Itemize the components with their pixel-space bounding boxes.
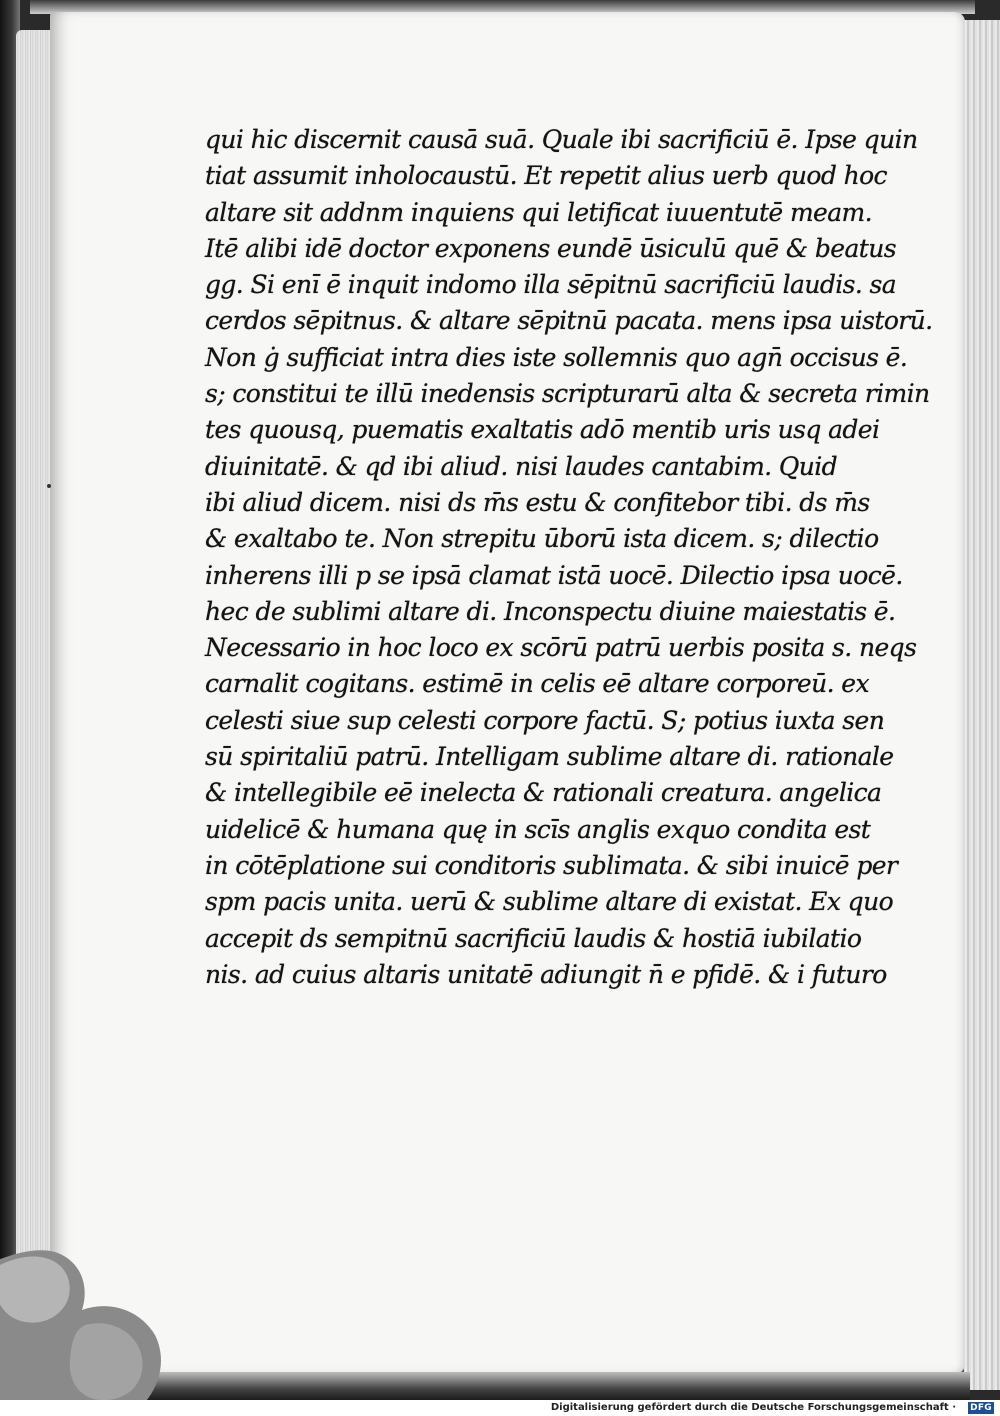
manuscript-line: hec de sublimi altare di. Inconspectu diuine maiestatis ē. — [205, 596, 896, 626]
manuscript-line: accepit ds sempitnū sacrificiū laudis & hostiā iubilatio — [205, 923, 862, 953]
manuscript-line: & exaltabo te. Non strepitu ūborū ista dicem. s; dilectio — [205, 524, 879, 554]
manuscript-line: tes quousq, puematis exaltatis adō mentib uris usq adei — [205, 415, 880, 445]
margin-mark — [47, 484, 51, 488]
manuscript-line: nis. ad cuius altaris unitatē adiungit n̄ e pfidē. & i futuro — [205, 959, 887, 989]
manuscript-line: spm pacis unita. uerū & sublime altare di existat. Ex quo — [205, 887, 894, 917]
manuscript-line: inherens illi p se ipsā clamat istā uocē. Dilectio ipsa uocē. — [205, 560, 903, 590]
manuscript-line: Itē alibi idē doctor exponens eundē ūsiculū quē & beatus — [205, 233, 896, 263]
thumb-image — [0, 1240, 170, 1400]
right-page-edges — [962, 20, 1000, 1390]
manuscript-line: & intellegibile eē inelecta & rationali creatura. angelica — [205, 778, 882, 808]
manuscript-line: ibi aliud dicem. nisi ds m̄s estu & confitebor tibi. ds m̄s — [205, 487, 870, 517]
manuscript-line: gg. Si enī ē inquit indomo illa sēpitnū sacrificiū laudis. sa — [205, 270, 897, 300]
manuscript-line: Non ġ sufficiat intra dies iste sollemnis quo agn̄ occisus ē. — [205, 342, 908, 372]
manuscript-line: s; constitui te illū inedensis scripturarū alta & secreta rimin — [205, 379, 930, 409]
footer-bar — [0, 1400, 1000, 1416]
manuscript-line: uidelicē & humana quę in scīs anglis exquo condita est — [205, 814, 871, 844]
manuscript-line: Necessario in hoc loco ex scōrū patrū uerbis posita s. neqs — [205, 633, 917, 663]
manuscript-line: in cōtēplatione sui conditoris sublimata. & sibi inuicē per — [205, 850, 898, 880]
dfg-logo: DFG — [970, 1403, 992, 1413]
manuscript-line: cerdos sēpitnus. & altare sēpitnū pacata. mens ipsa uistorū. — [205, 306, 933, 336]
manuscript-line: qui hic discernit causā suā. Quale ibi sacrificiū ē. Ipse quin — [205, 125, 918, 154]
manuscript-line: tiat assumit inholocaustū. Et repetit alius uerb quod hoc — [205, 161, 887, 191]
manuscript-line: celesti siue sup celesti corpore factū. S; potius iuxta sen — [205, 705, 885, 735]
manuscript-line: sū spiritaliū patrū. Intelligam sublime altare di. rationale — [205, 742, 894, 772]
funding-credit: Digitalisierung gefördert durch die Deutsche Forschungsgemeinschaft · — [550, 1402, 956, 1413]
manuscript-line: carnalit cogitans. estimē in celis eē altare corporeū. ex — [205, 669, 869, 699]
manuscript-text — [205, 122, 950, 993]
manuscript-line: altare sit addnm inquiens qui letificat iuuentutē meam. — [205, 197, 873, 227]
bottom-page-edge — [40, 1372, 970, 1400]
manuscript-line: diuinitatē. & qd ibi aliud. nisi laudes cantabim. Quid — [205, 451, 838, 481]
